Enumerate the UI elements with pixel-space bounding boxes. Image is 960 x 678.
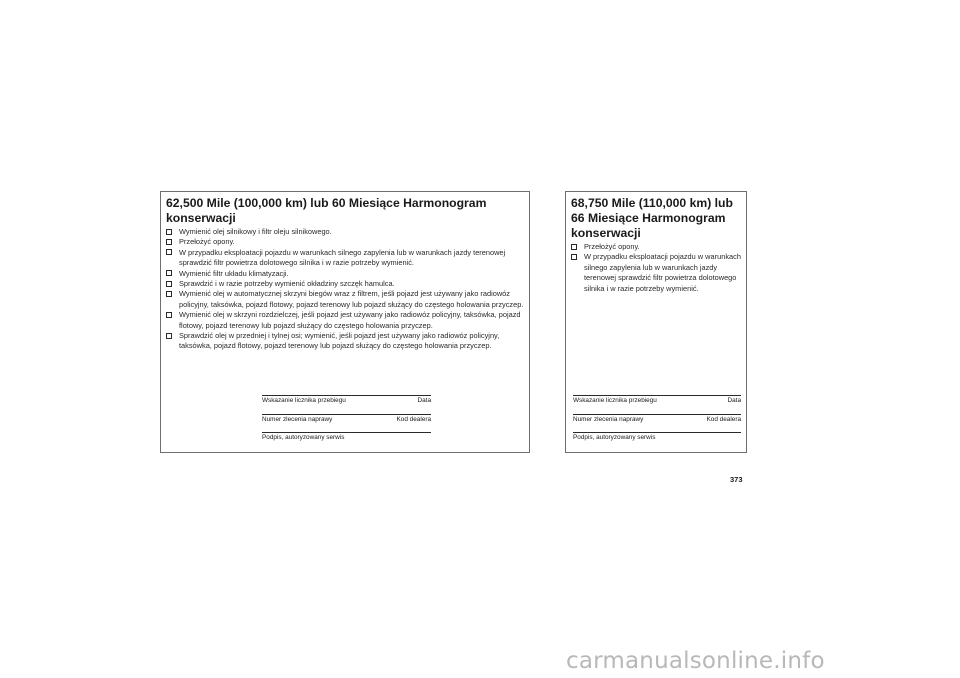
task-text: Wymienić olej silnikowy i filtr oleju silnikowego. — [179, 227, 332, 236]
task-text: Wymienić olej w automatycznej skrzyni biegów wraz z filtrem, jeśli pojazd jest używany jako radiowóz policyjny, taksówka, pojazd flotowy, pojazd terenowy lub pojazd służący do częstego holowania przyczep. — [179, 289, 524, 309]
date-label: Data — [727, 397, 741, 404]
task-text: Sprawdzić olej w przedniej i tylnej osi; wymienić, jeśli pojazd jest używany jako radiowóz policyjny, taksówka, pojazd flotowy, pojazd terenowy lub pojazd służący do częstego holowania przyczep. — [179, 331, 500, 351]
checkbox[interactable] — [166, 291, 172, 297]
odometer-date-row — [573, 395, 741, 414]
task-text: W przypadku eksploatacji pojazdu w warunkach silnego zapylenia lub w warunkach jazdy terenowej sprawdzić filtr powietrza dolotowego silnika i w razie potrzeby wymienić. — [584, 252, 741, 293]
repair-order-label: Numer zlecenia naprawy — [262, 415, 333, 423]
dealer-code-label: Kod dealera — [396, 415, 431, 423]
task-list — [165, 227, 525, 352]
task-text: Wymienić olej w skrzyni rozdzielczej, jeśli pojazd jest używany jako radiowóz policyjny, taksówka, pojazd flotowy, pojazd terenowy lub pojazd służący do częstego holowania przyczep. — [179, 310, 521, 330]
odometer-label: Wskazanie licznika przebiegu — [573, 397, 657, 404]
schedule-title: 68,750 Mile (110,000 km) lub 66 Miesiące Harmonogram konserwacji — [571, 196, 733, 240]
checkbox[interactable] — [571, 254, 577, 260]
signature-row — [573, 432, 741, 451]
checkbox[interactable] — [166, 249, 172, 255]
checkbox[interactable] — [166, 270, 172, 276]
task-item — [165, 289, 525, 310]
task-text: W przypadku eksploatacji pojazdu w warunkach silnego zapylenia lub w warunkach jazdy terenowej sprawdzić filtr powietrza dolotowego silnika i w razie potrzeby wymienić. — [179, 247, 506, 268]
task-item — [165, 248, 525, 269]
task-text: Wymienić filtr układu klimatyzacji. — [179, 268, 289, 278]
signature-block — [262, 395, 431, 451]
checkbox[interactable] — [166, 333, 172, 339]
checkbox[interactable] — [166, 239, 172, 245]
dealer-code-label: Kod dealera — [706, 415, 741, 423]
page-number: 373 — [730, 475, 743, 484]
task-list — [570, 242, 742, 294]
checkbox[interactable] — [166, 229, 172, 235]
signature-row — [262, 432, 431, 451]
task-item — [165, 310, 525, 331]
signature-block — [573, 395, 741, 451]
watermark-text: carmanualsonline.info — [566, 648, 825, 674]
task-item — [165, 269, 525, 279]
task-text: Przełożyć opony. — [179, 237, 235, 247]
task-item — [165, 237, 525, 247]
task-item — [570, 252, 742, 294]
checkbox[interactable] — [166, 281, 172, 287]
odometer-date-row — [262, 395, 431, 414]
odometer-label: Wskazanie licznika przebiegu — [262, 397, 346, 404]
order-dealer-row — [262, 414, 431, 433]
task-item — [165, 227, 525, 237]
repair-order-label: Numer zlecenia naprawy — [573, 415, 644, 423]
signature-label: Podpis, autoryzowany serwis — [262, 434, 345, 441]
task-text: Przełożyć opony. — [584, 242, 640, 251]
task-item — [165, 331, 525, 352]
checkbox[interactable] — [571, 244, 577, 250]
maintenance-schedule-100000km — [160, 191, 530, 453]
date-label: Data — [417, 397, 431, 404]
task-item — [570, 242, 742, 252]
order-dealer-row — [573, 414, 741, 433]
schedule-title: 62,500 Mile (100,000 km) lub 60 Miesiące Harmonogram konserwacji — [166, 196, 487, 225]
checkbox[interactable] — [166, 312, 172, 318]
maintenance-schedule-110000km — [565, 191, 747, 453]
task-item — [165, 279, 525, 289]
signature-label: Podpis, autoryzowany serwis — [573, 434, 656, 441]
task-text: Sprawdzić i w razie potrzeby wymienić okładziny szczęk hamulca. — [179, 279, 395, 289]
